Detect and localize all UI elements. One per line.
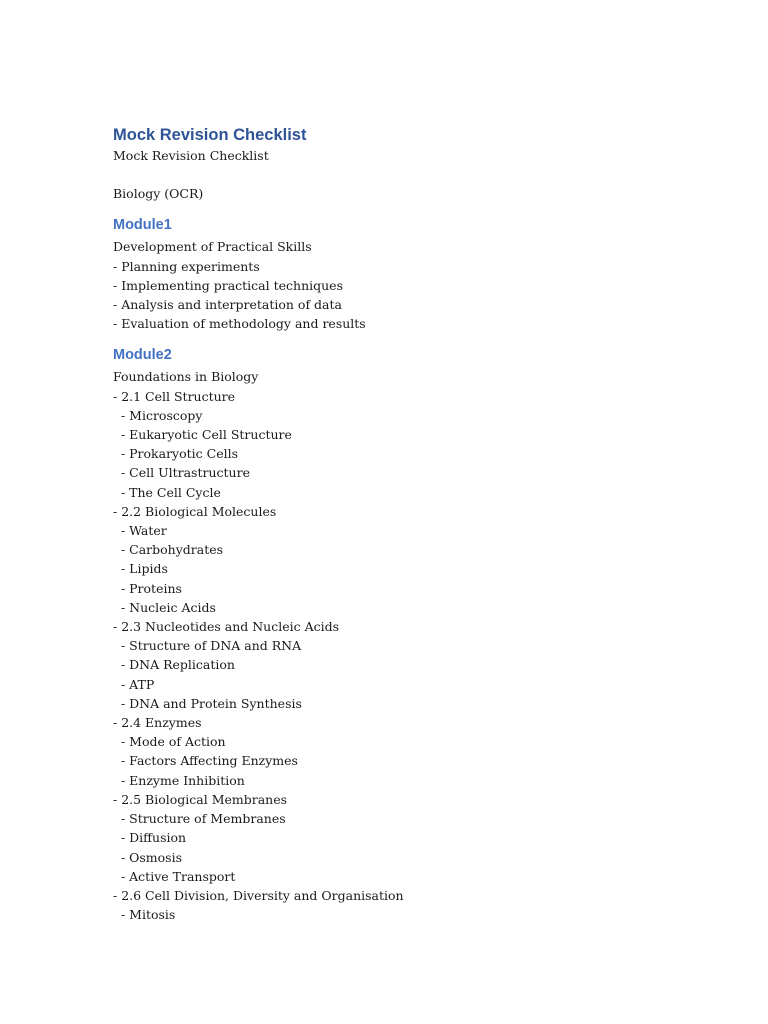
list-item: - Water bbox=[113, 523, 167, 539]
document-title: Mock Revision Checklist bbox=[113, 126, 307, 144]
list-item: - Proteins bbox=[113, 580, 182, 596]
list-item: - Active Transport bbox=[113, 868, 236, 884]
list-item: - 2.5 Biological Membranes bbox=[113, 791, 288, 807]
list-item: - Analysis and interpretation of data bbox=[113, 297, 342, 313]
list-item: - Implementing practical techniques bbox=[113, 277, 343, 293]
module-2-list bbox=[113, 367, 713, 924]
spacer bbox=[113, 165, 713, 184]
list-item: - 2.4 Enzymes bbox=[113, 715, 202, 731]
document-subtitle: Mock Revision Checklist bbox=[113, 148, 269, 163]
list-item: - 2.2 Biological Molecules bbox=[113, 503, 277, 519]
list-item: - Planning experiments bbox=[113, 258, 260, 274]
list-item: - Carbohydrates bbox=[113, 542, 224, 558]
list-item: - 2.6 Cell Division, Diversity and Organisation bbox=[113, 887, 404, 903]
list-item: - DNA Replication bbox=[113, 657, 235, 673]
list-item: Development of Practical Skills bbox=[113, 239, 312, 255]
module-1-section bbox=[113, 215, 713, 333]
list-item: - Diffusion bbox=[113, 830, 187, 846]
list-item: - Lipids bbox=[113, 561, 168, 577]
list-item: - Mode of Action bbox=[113, 734, 226, 750]
list-item: - Mitosis bbox=[113, 907, 176, 923]
list-item: - Osmosis bbox=[113, 849, 183, 865]
list-item: - Eukaryotic Cell Structure bbox=[113, 427, 292, 443]
list-item: - Evaluation of methodology and results bbox=[113, 316, 366, 332]
list-item: - The Cell Cycle bbox=[113, 484, 221, 500]
list-item: - Cell Ultrastructure bbox=[113, 465, 250, 481]
list-item: - Nucleic Acids bbox=[113, 599, 216, 615]
list-item: - 2.3 Nucleotides and Nucleic Acids bbox=[113, 619, 340, 635]
module-1-heading: Module1 bbox=[113, 217, 172, 234]
subject-line: Biology (OCR) bbox=[113, 186, 204, 202]
list-item: - Microscopy bbox=[113, 407, 203, 423]
list-item: - Factors Affecting Enzymes bbox=[113, 753, 298, 769]
list-item: - Structure of Membranes bbox=[113, 811, 286, 827]
list-item: - DNA and Protein Synthesis bbox=[113, 695, 302, 711]
list-item: - 2.1 Cell Structure bbox=[113, 388, 236, 404]
list-item: - Structure of DNA and RNA bbox=[113, 638, 302, 654]
module-2-heading: Module2 bbox=[113, 347, 172, 364]
list-item: - ATP bbox=[113, 676, 155, 692]
document-page bbox=[113, 124, 713, 924]
list-item: - Enzyme Inhibition bbox=[113, 772, 245, 788]
list-item: Foundations in Biology bbox=[113, 369, 259, 385]
module-1-list bbox=[113, 237, 713, 333]
list-item: - Prokaryotic Cells bbox=[113, 446, 239, 462]
module-2-section bbox=[113, 345, 713, 924]
